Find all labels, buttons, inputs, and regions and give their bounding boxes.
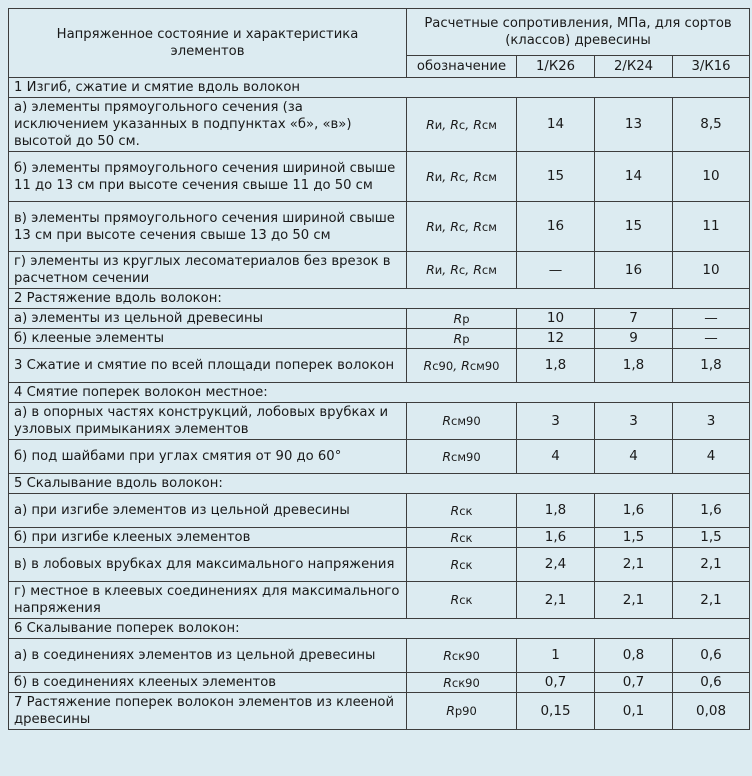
table-row [9,582,750,619]
row-designation [407,329,517,349]
table-row [9,693,750,730]
grade-3-value: 11 [673,202,750,252]
row-description: б) в соединениях клееных элементов [9,673,407,693]
grade-1-value: 0,15 [517,693,595,730]
grade-1-value: 1,8 [517,349,595,383]
table-row [9,548,750,582]
symbol-letter: R [473,116,482,132]
grade-1-value: — [517,252,595,289]
table-row [9,202,750,252]
symbol-letter: R [453,330,463,346]
row-description: б) под шайбами при углах смятия от 90 до 60° [9,440,407,474]
grade-1-value: 4 [517,440,595,474]
grade-3-value: 0,6 [673,673,750,693]
section-row [9,474,750,494]
grade-1-value: 14 [517,98,595,152]
grade-3-value: 10 [673,252,750,289]
grade-1-value: 15 [517,152,595,202]
symbol-subscript: и [434,169,443,184]
symbol-letter: R [423,357,433,373]
row-designation [407,548,517,582]
symbol-subscript: р90 [454,704,477,718]
row-description: а) элементы из цельной древесины [9,309,407,329]
row-description: 7 Растяжение поперек волокон элементов из клееной древесины [9,693,407,730]
symbol-subscript: и [434,219,443,234]
grade-1-value: 12 [517,329,595,349]
table-row [9,494,750,528]
row-description: г) элементы из круглых лесоматериалов без врезок в расчетном сечении [9,252,407,289]
table-row [9,152,750,202]
grade-3-value: 10 [673,152,750,202]
grade-2-value: 14 [595,152,673,202]
symbol-subscript: c [458,169,466,184]
row-designation [407,639,517,673]
grade-3-value: 2,1 [673,582,750,619]
table-row [9,309,750,329]
row-designation [407,403,517,440]
symbol-letter: R [442,448,452,464]
table-row [9,98,750,152]
grade-2-value: 7 [595,309,673,329]
table-row [9,639,750,673]
table-row [9,673,750,693]
table-body [9,78,750,730]
symbol-letter: R [442,413,452,428]
grade-1-value: 10 [517,309,595,329]
symbol-letter: R [450,502,460,518]
row-designation: Rи, Rc, Rсм [407,152,517,202]
row-description: а) в соединениях элементов из цельной древесины [9,639,407,673]
symbol-letter: R [450,592,460,607]
symbol-letter: R [473,168,482,184]
grade-1-value: 1 [517,639,595,673]
grade-3-value: — [673,309,750,329]
section-row [9,289,750,309]
symbol-subscript: c [458,117,466,132]
row-designation [407,440,517,474]
section-title: 2 Растяжение вдоль волокон: [9,289,750,309]
symbol-subscript: см90 [469,358,500,373]
row-description: б) клееные элементы [9,329,407,349]
symbol-letter: R [426,218,435,234]
symbol-subscript: c [458,219,466,234]
table-row [9,329,750,349]
grade-2-value: 1,6 [595,494,673,528]
section-row [9,78,750,98]
row-designation [407,494,517,528]
symbol-letter: R [426,168,435,184]
symbol-subscript: см [481,219,497,234]
symbol-subscript: см [481,117,497,132]
symbol-letter: R [443,647,452,663]
symbol-subscript: и [434,117,443,132]
grade-3-value: 1,6 [673,494,750,528]
symbol-letter: R [426,262,435,277]
grade-1-value: 2,1 [517,582,595,619]
grade-2-value: 2,1 [595,548,673,582]
grade-3-value: 8,5 [673,98,750,152]
symbol-subscript: ск90 [451,648,480,663]
row-description: а) в опорных частях конструкций, лобовых врубках и узловых примыканиях элементов [9,403,407,440]
row-designation [407,309,517,329]
symbol-letter: R [446,703,455,718]
symbol-subscript: и [434,263,443,277]
grade-3-value: 3 [673,403,750,440]
symbol-letter: R [453,310,463,326]
grade-2-value: 16 [595,252,673,289]
symbol-subscript: ск [459,593,473,607]
grade-3-value: 0,08 [673,693,750,730]
symbol-subscript: с90 [432,358,454,373]
symbol-letter: R [426,116,435,132]
row-designation [407,582,517,619]
table-row [9,403,750,440]
symbol-letter: R [450,262,459,277]
grade-1-value: 1,6 [517,528,595,548]
row-description: а) элементы прямоугольного сечения (за исключением указанных в подпунктах «б», «в») высотой до 50 см. [9,98,407,152]
table-row [9,440,750,474]
row-description: б) элементы прямоугольного сечения шириной свыше 11 до 13 см при высоте сечения свыше 11 до 50 см [9,152,407,202]
grade-2-value: 0,7 [595,673,673,693]
row-description: а) при изгибе элементов из цельной древесины [9,494,407,528]
header-design-resistance: Расчетные сопротивления, МПа, для сортов (классов) древесины [407,9,750,56]
symbol-letter: R [443,674,452,690]
row-designation [407,528,517,548]
symbol-letter: R [450,529,460,545]
header-grade-2: 2/К24 [595,56,673,78]
symbol-subscript: ск90 [451,675,480,690]
grade-2-value: 2,1 [595,582,673,619]
grade-3-value: 0,6 [673,639,750,673]
section-row [9,619,750,639]
grade-2-value: 1,8 [595,349,673,383]
grade-3-value: — [673,329,750,349]
timber-resistance-table [8,8,750,730]
section-title: 5 Скалывание вдоль волокон: [9,474,750,494]
grade-1-value: 16 [517,202,595,252]
grade-2-value: 0,8 [595,639,673,673]
header-grade-3: 3/К16 [673,56,750,78]
header-stress-state: Напряженное состояние и характеристика элементов [9,9,407,78]
row-designation: Rи, Rc, Rсм [407,202,517,252]
symbol-subscript: см [481,169,497,184]
grade-3-value: 4 [673,440,750,474]
grade-1-value: 2,4 [517,548,595,582]
symbol-letter: R [450,116,459,132]
grade-2-value: 0,1 [595,693,673,730]
symbol-subscript: см90 [451,414,481,428]
table-row [9,528,750,548]
symbol-letter: R [473,218,482,234]
row-designation [407,673,517,693]
row-designation [407,693,517,730]
section-title: 6 Скалывание поперек волокон: [9,619,750,639]
table-row [9,252,750,289]
grade-2-value: 3 [595,403,673,440]
symbol-subscript: см90 [451,449,481,464]
grade-1-value: 0,7 [517,673,595,693]
section-row [9,383,750,403]
grade-1-value: 1,8 [517,494,595,528]
grade-2-value: 13 [595,98,673,152]
symbol-subscript: ск [459,503,473,518]
row-description: г) местное в клеевых соединениях для максимального напряжения [9,582,407,619]
symbol-letter: R [450,218,459,234]
table-row [9,349,750,383]
grade-2-value: 9 [595,329,673,349]
header-row-top [9,9,750,56]
row-description: в) элементы прямоугольного сечения шириной свыше 13 см при высоте сечения свыше 13 до 50 см [9,202,407,252]
grade-3-value: 1,8 [673,349,750,383]
header-grade-1: 1/К26 [517,56,595,78]
symbol-subscript: р [462,311,470,326]
symbol-subscript: c [458,263,466,277]
symbol-letter: R [450,168,459,184]
row-description: в) в лобовых врубках для максимального напряжения [9,548,407,582]
section-title: 1 Изгиб, сжатие и смятие вдоль волокон [9,78,750,98]
grade-2-value: 1,5 [595,528,673,548]
row-description: б) при изгибе клееных элементов [9,528,407,548]
symbol-letter: R [461,357,470,373]
grade-1-value: 3 [517,403,595,440]
symbol-subscript: см [481,263,497,277]
symbol-letter: R [450,556,460,572]
header-designation: обозначение [407,56,517,78]
row-description: 3 Сжатие и смятие по всей площади поперек волокон [9,349,407,383]
grade-2-value: 4 [595,440,673,474]
symbol-subscript: ск [459,530,473,545]
grade-3-value: 2,1 [673,548,750,582]
row-designation: Rи, Rc, Rсм [407,252,517,289]
symbol-subscript: ск [459,557,473,572]
row-designation: Rи, Rc, Rсм [407,98,517,152]
row-designation: Rс90, Rсм90 [407,349,517,383]
symbol-subscript: р [462,331,470,346]
grade-3-value: 1,5 [673,528,750,548]
section-title: 4 Смятие поперек волокон местное: [9,383,750,403]
symbol-letter: R [473,262,482,277]
grade-2-value: 15 [595,202,673,252]
